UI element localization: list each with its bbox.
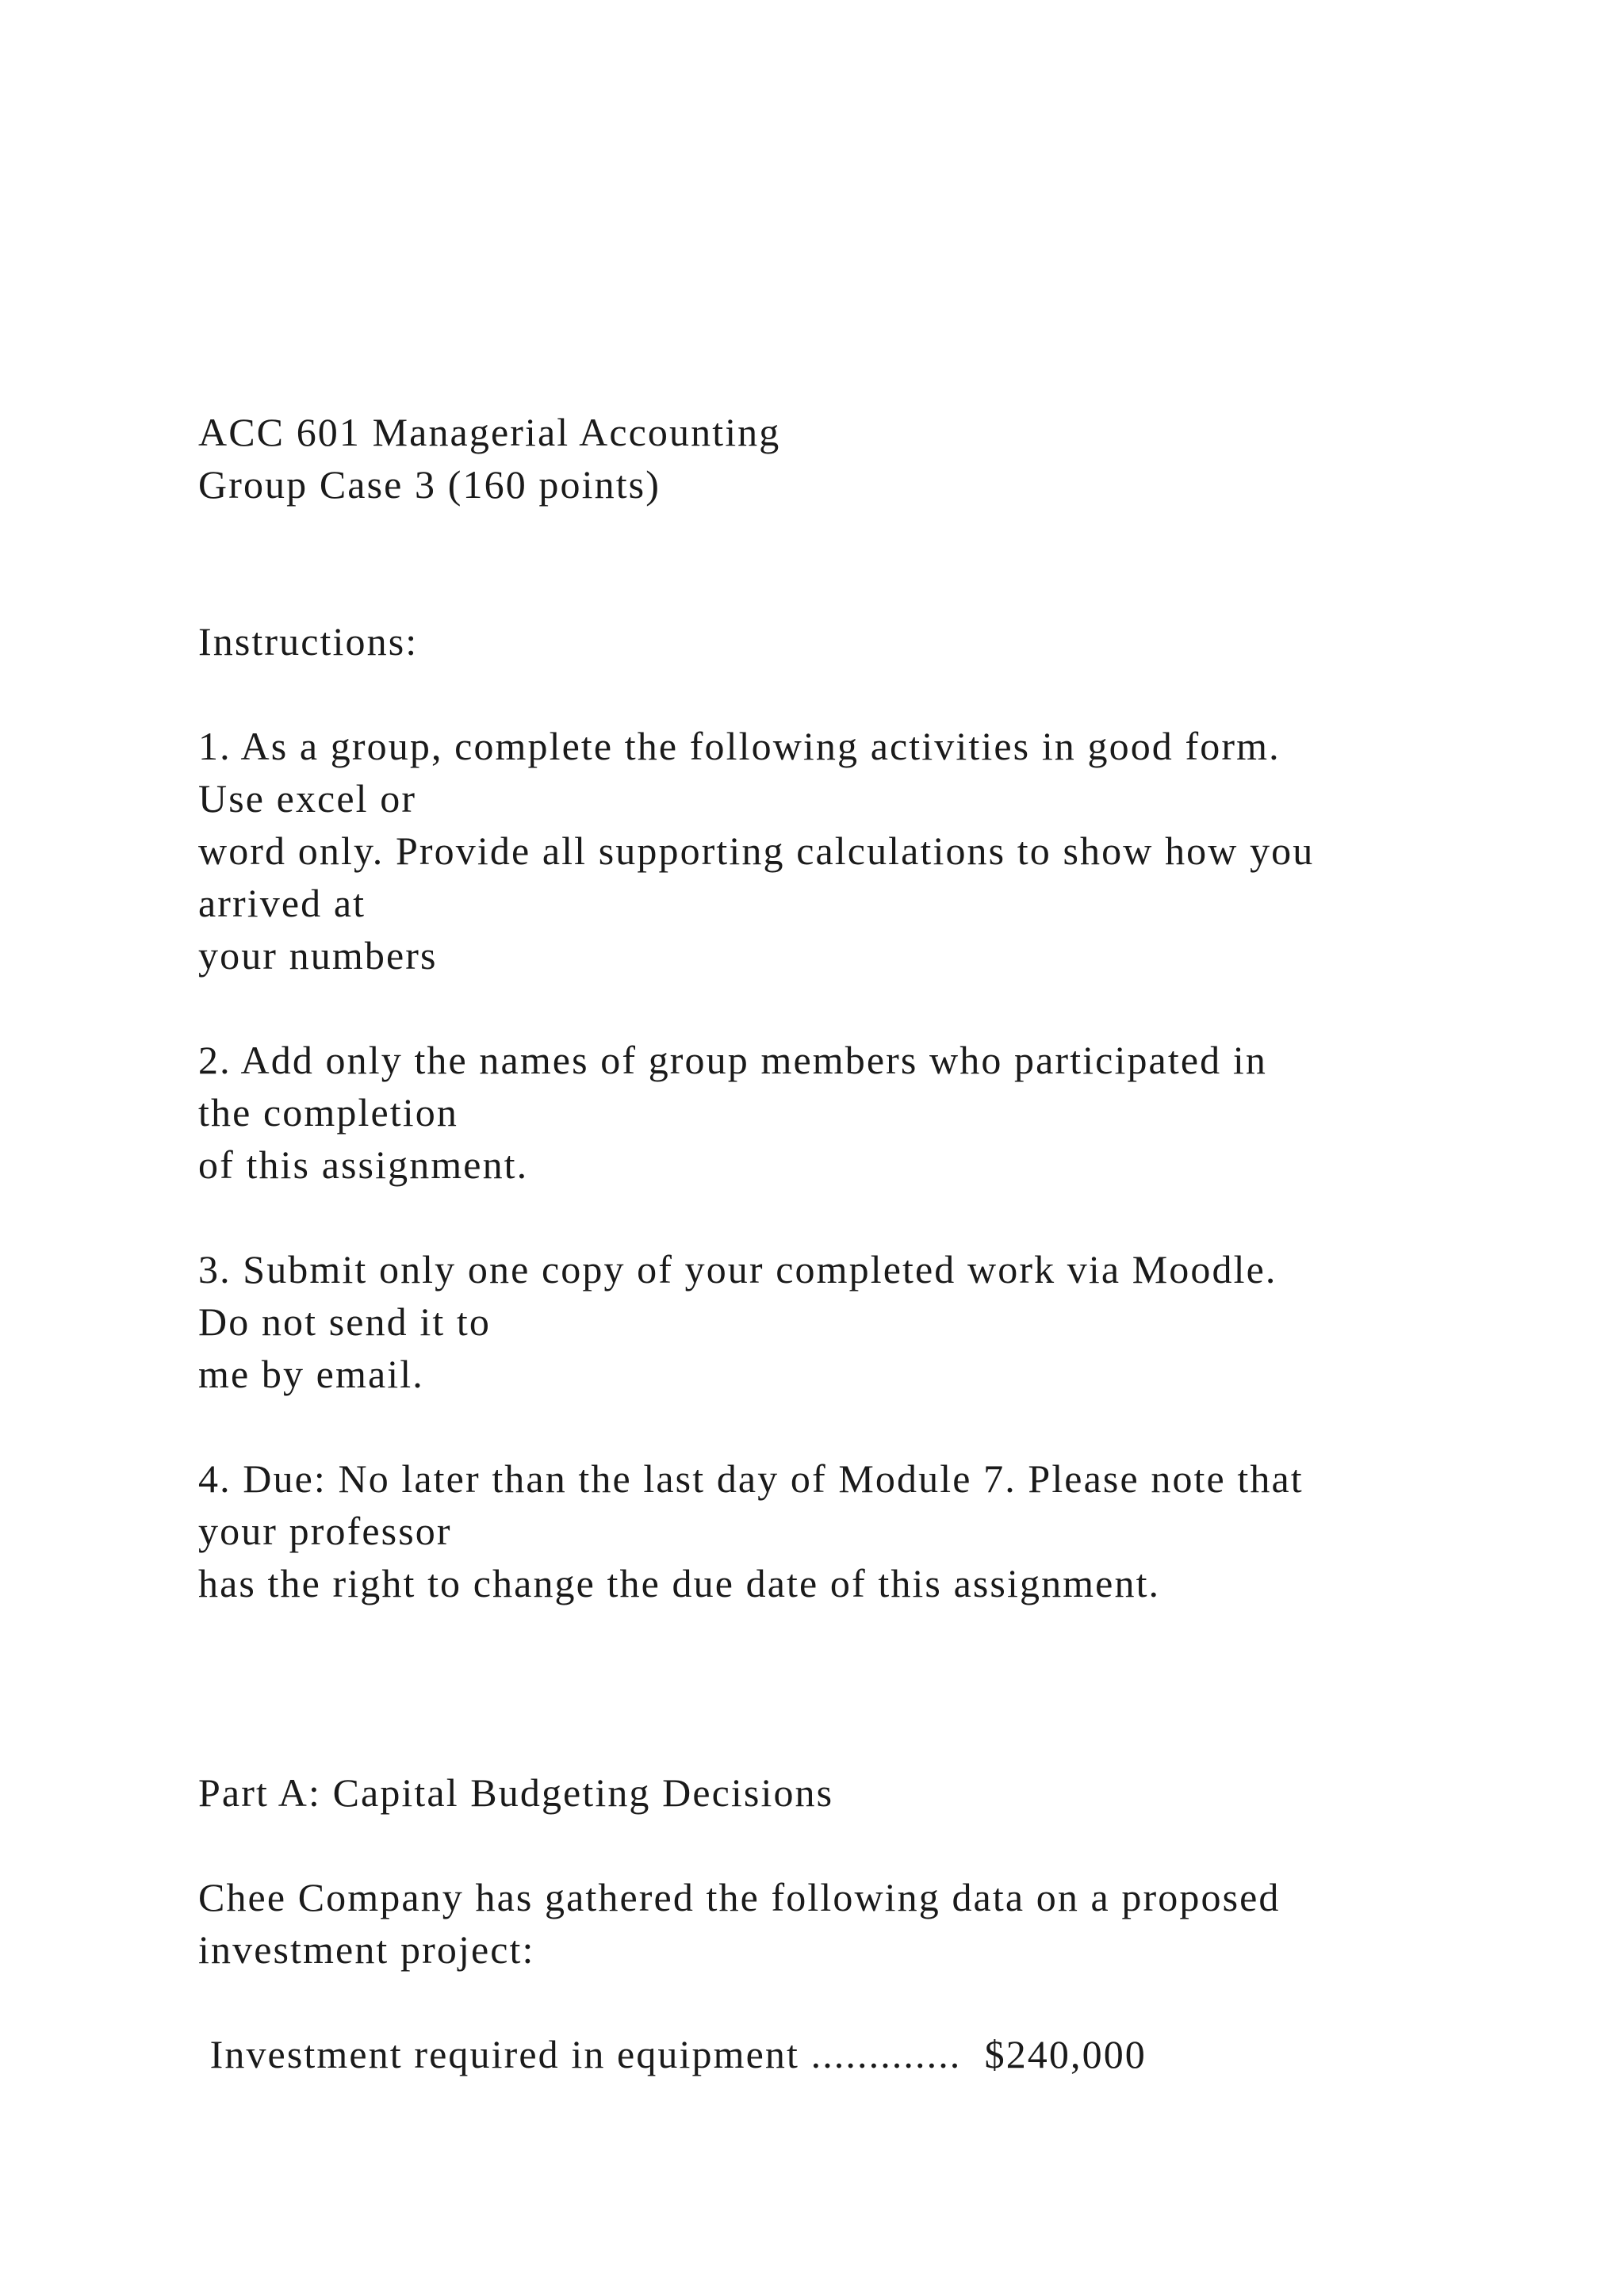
instruction-line: of this assignment.	[198, 1142, 529, 1187]
instruction-line: 2. Add only the names of group members who participated in	[198, 1038, 1267, 1082]
spacer	[198, 1609, 1546, 1766]
instruction-line: 1. As a group, complete the following activities in good form.	[198, 724, 1281, 768]
spacer	[198, 982, 1546, 1034]
spacer	[198, 668, 1546, 720]
instruction-item-3	[198, 1243, 1546, 1400]
spacer	[198, 1191, 1546, 1243]
instruction-item-1	[198, 720, 1546, 982]
part-a-heading: Part A: Capital Budgeting Decisions	[198, 1770, 834, 1815]
instruction-line: me by email.	[198, 1352, 424, 1396]
part-a-intro	[198, 1871, 1546, 1976]
instruction-line: word only. Provide all supporting calculations to show how you	[198, 828, 1315, 873]
spacer	[198, 1976, 1546, 2028]
spacer	[198, 1819, 1546, 1871]
instruction-item-2	[198, 1034, 1546, 1191]
instruction-item-4	[198, 1452, 1546, 1609]
instruction-line: your professor	[198, 1509, 452, 1553]
instruction-line: Do not send it to	[198, 1299, 492, 1344]
instruction-line: 3. Submit only one copy of your completed work via Moodle.	[198, 1247, 1277, 1292]
spacer	[198, 511, 1546, 615]
instruction-line: has the right to change the due date of this assignment.	[198, 1561, 1161, 1605]
instruction-line: Use excel or	[198, 776, 417, 821]
document-body	[198, 406, 1546, 2080]
spacer	[198, 1400, 1546, 1452]
assignment-title: Group Case 3 (160 points)	[198, 462, 661, 507]
investment-data-line: Investment required in equipment ............. $240,000	[198, 2032, 1147, 2076]
course-title: ACC 601 Managerial Accounting	[198, 410, 781, 454]
instruction-line: your numbers	[198, 933, 438, 978]
instruction-line: arrived at	[198, 881, 366, 925]
instruction-line: the completion	[198, 1090, 458, 1135]
intro-line: Chee Company has gathered the following data on a proposed	[198, 1875, 1281, 1919]
intro-line: investment project:	[198, 1927, 535, 1972]
instructions-heading: Instructions:	[198, 619, 419, 664]
instruction-line: 4. Due: No later than the last day of Module 7. Please note that	[198, 1456, 1304, 1501]
